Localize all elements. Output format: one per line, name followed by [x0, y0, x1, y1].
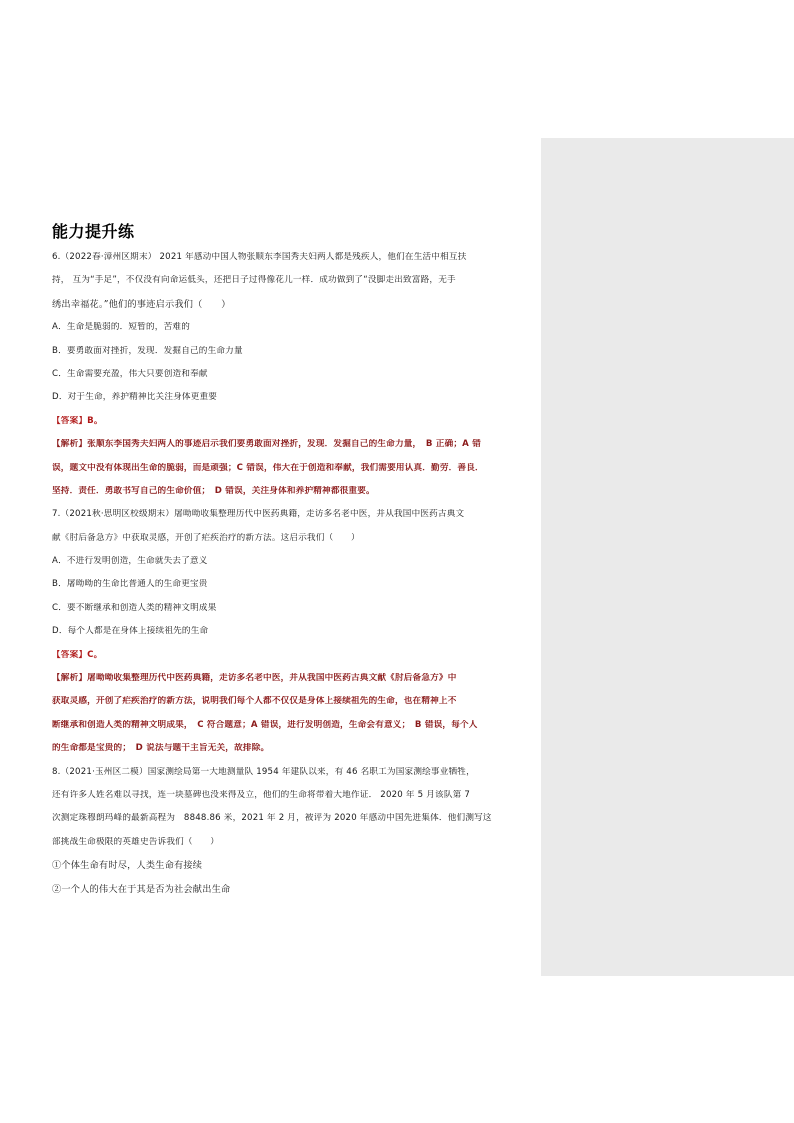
analysis-line: 误，题文中没有体现出生命的脆弱，而是顽强；C 错误，伟大在于创造和奉献，我们需要用认真．勤劳．善良．: [52, 462, 484, 473]
text-line: D．每个人都是在身体上接续祖先的生命: [52, 626, 209, 637]
answer-line: 【答案】C。: [52, 649, 103, 660]
text-line: 6.（2022春·漳州区期末） 2021 年感动中国人物张顺东李国秀夫妇两人都是残疾人，他们在生活中相互扶: [52, 252, 467, 262]
text-line: 绣出幸福花。”他们的事迹启示我们（ ）: [52, 298, 231, 310]
answer-line: 【答案】B。: [52, 415, 103, 426]
text-line: 次测定珠穆朗玛峰的最新高程为 8848.86 米，2021 年 2 月，被评为 2020 年感动中国先进集体．他们测写这: [52, 813, 492, 824]
text-line: A．生命是脆弱的．短暂的，苦难的: [52, 322, 190, 333]
analysis-line: 【解析】张顺东李国秀夫妇两人的事迹启示我们要勇敢面对挫折，发现．发掘自己的生命力量， B 正确；A 错: [52, 439, 481, 450]
analysis-line: 【解析】屠呦呦收集整理历代中医药典籍，走访多名老中医，并从我国中医药古典文献《肘后备急方》中: [52, 673, 457, 684]
analysis-line: 获取灵感，开创了疟疾治疗的新方法，说明我们每个人都不仅仅是身体上接续祖先的生命，也在精神上不: [52, 696, 457, 707]
section-title: 能力提升练: [52, 222, 135, 241]
text-line: ①个体生命有时尽，人类生命有接续: [52, 860, 203, 872]
text-line: B．要勇敢面对挫折，发现．发掘自己的生命力量: [52, 345, 243, 356]
text-line: 献《肘后备急方》中获取灵感，开创了疟疾治疗的新方法。这启示我们（ ）: [52, 532, 360, 543]
text-line: 8.（2021·玉州区二模）国家测绘局第一大地测量队 1954 年建队以来，有 46 名职工为国家测绘事业牺牲，: [52, 766, 475, 777]
analysis-line: 的生命都是宝贵的； D 说法与题干主旨无关，故排除。: [52, 743, 270, 754]
text-line: 7.（2021秋·思明区校级期末）屠呦呦收集整理历代中医药典籍，走访多名老中医，并从我国中医药古典文: [52, 509, 465, 520]
text-line: C．要不断继承和创造人类的精神文明成果: [52, 602, 217, 613]
text-line: 部挑战生命极限的英雄史告诉我们（ ）: [52, 836, 220, 847]
analysis-line: 坚持．责任．勇敢书写自己的生命价值； D 错误，关注身体和养护精神都很重要。: [52, 485, 375, 496]
text-line: 还有许多人姓名难以寻找，连一块墓碑也没来得及立，他们的生命将带着大地作证． 2020 年 5 月该队第 7: [52, 789, 471, 800]
text-line: 持， 互为“手足”，不仅没有向命运低头，还把日子过得像花儿一样．成功做到了“没脚走出致富路，无手: [52, 275, 456, 286]
text-line: D．对于生命，养护精神比关注身体更重要: [52, 392, 218, 403]
text-line: A．不进行发明创造，生命就失去了意义: [52, 556, 208, 567]
text-lines: [52, 252, 540, 895]
comment-pane: [541, 138, 794, 976]
text-line: C．生命需要充盈，伟大只要创造和奉献: [52, 368, 208, 379]
text-line: B．屠呦呦的生命比普通人的生命更宝贵: [52, 579, 208, 590]
analysis-line: 断继承和创造人类的精神文明成果， C 符合题意；A 错误，进行发明创造，生命会有意义； B 错误，每个人: [52, 719, 478, 730]
document-body: [52, 222, 540, 907]
text-line: ②一个人的伟大在于其是否为社会献出生命: [52, 883, 231, 895]
